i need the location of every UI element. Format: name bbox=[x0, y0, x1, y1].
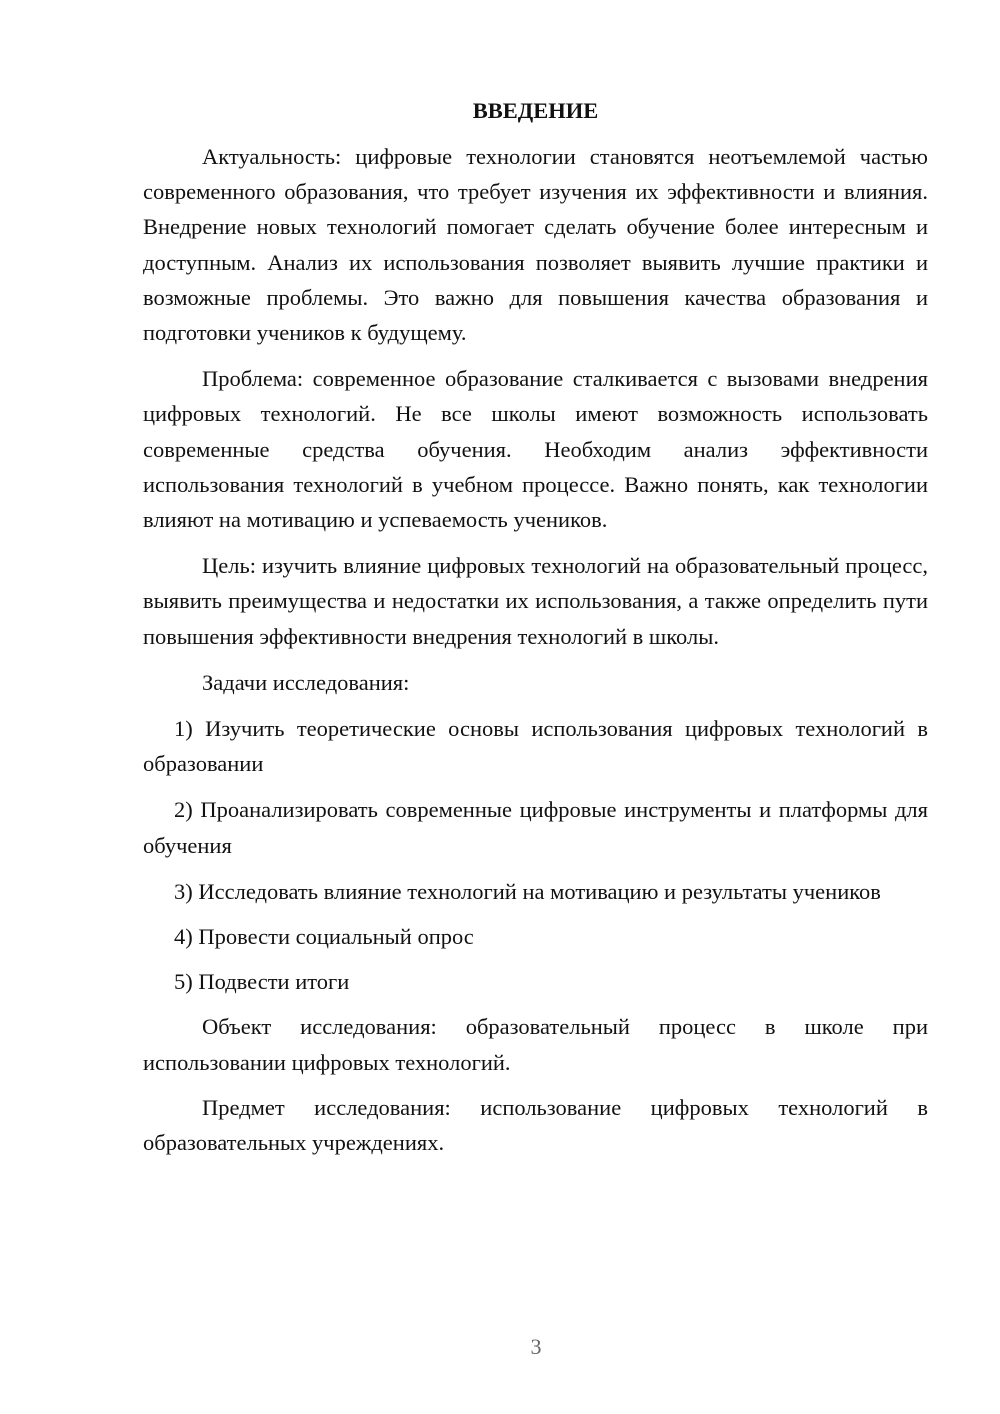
tasks-heading: Задачи исследования: bbox=[202, 669, 410, 695]
task-item: 2) Проанализировать современные цифровые инструменты и платформы для обучения bbox=[143, 797, 928, 858]
task-item: 5) Подвести итоги bbox=[174, 969, 350, 995]
goal-paragraph: Цель: изучить влияние цифровых технологий на образовательный процесс, выявить преимущества и недостатки их использования, а также определить пути повышения эффективности внедрения технологий в школы. bbox=[143, 553, 928, 649]
object-paragraph: Объект исследования: образовательный процесс в школе при использовании цифровых технологий. bbox=[143, 1014, 928, 1075]
subject-paragraph: Предмет исследования: использование цифровых технологий в образовательных учреждениях. bbox=[143, 1094, 928, 1156]
relevance-paragraph: Актуальность: цифровые технологии становятся неотъемлемой частью современного образования, что требует изучения их эффективности и влияния. Внедрение новых технологий помогает сделать обучение более интересным и доступным. Анализ их использования позволяет выявить лучшие практики и возможные проблемы. Это важно для повышения качества образования и подготовки учеников к будущему. bbox=[143, 144, 928, 346]
task-item: 1) Изучить теоретические основы использования цифровых технологий в образовании bbox=[143, 716, 928, 777]
page-content bbox=[143, 95, 928, 1160]
task-item: 3) Исследовать влияние технологий на мотивацию и результаты учеников bbox=[174, 878, 881, 904]
task-item: 4) Провести социальный опрос bbox=[174, 924, 474, 950]
page-number: 3 bbox=[530, 1334, 542, 1359]
page-title: ВВЕДЕНИЕ bbox=[472, 98, 599, 123]
problem-paragraph: Проблема: современное образование сталкивается с вызовами внедрения цифровых технологий. Не все школы имеют возможность использовать современные средства обучения. Необходим анализ эффективности использования технологий в учебном процессе. Важно понять, как технологии влияют на мотивацию и успеваемость учеников. bbox=[143, 366, 928, 533]
